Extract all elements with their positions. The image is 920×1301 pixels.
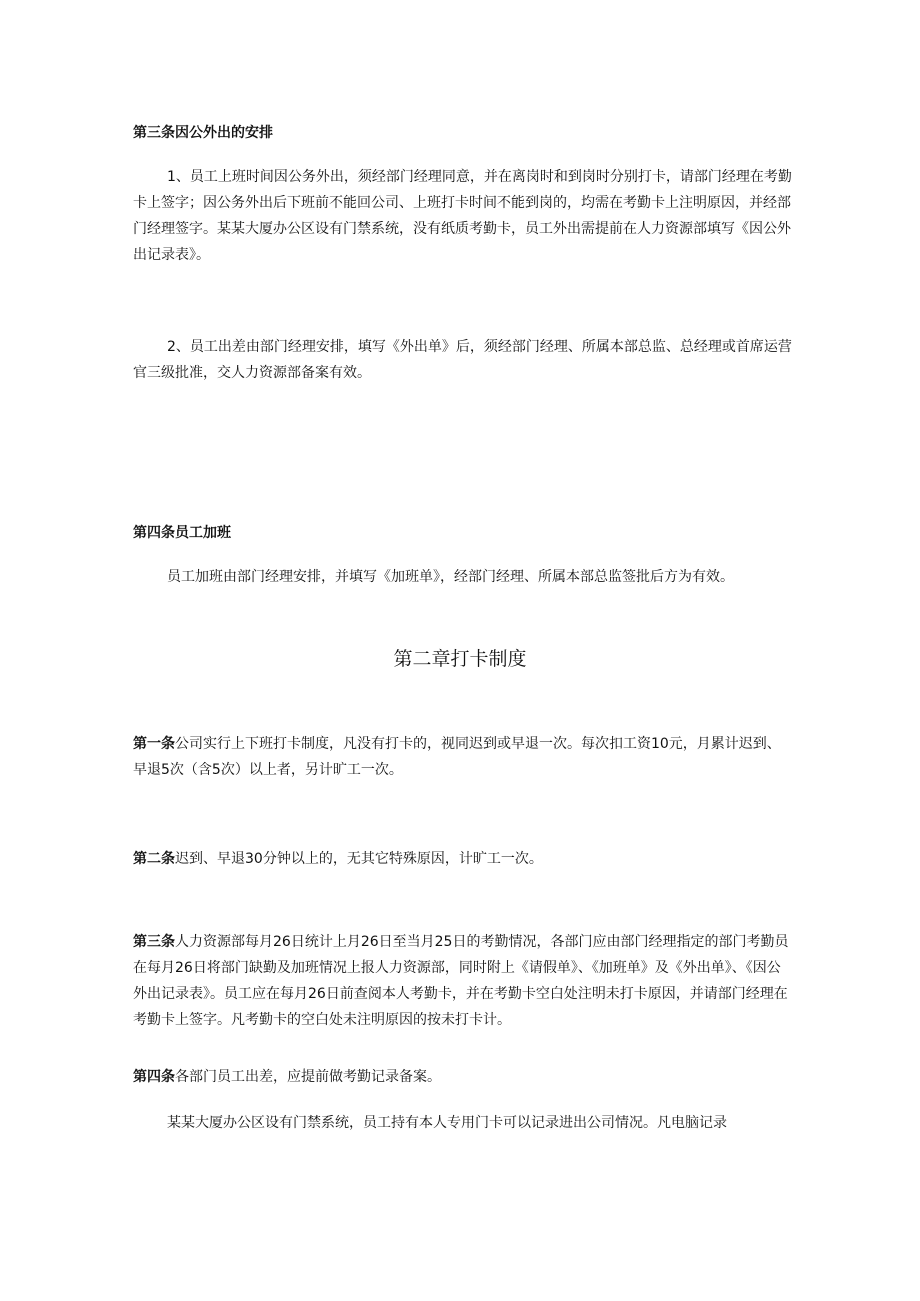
paragraph-outing-1: 1、员工上班时间因公务外出，须经部门经理同意，并在离岗时和到岗时分别打卡，请部门经理在考勤卡上签字；因公务外出后下班前不能回公司、上班打卡时间不能到岗的，均需在考勤卡上注明原因，并经部门经理签字。某某大厦办公区设有门禁系统，没有纸质考勤卡，员工外出需提前在人力资源部填写《因公外出记录表》。 [133,169,792,263]
article-2-label: 第二条 [133,851,175,867]
paragraph-access-control: 某某大厦办公区设有门禁系统，员工持有本人专用门卡可以记录进出公司情况。凡电脑记录 [167,1115,727,1131]
section-heading-outing: 第三条因公外出的安排 [133,125,273,141]
article-2 [133,846,793,872]
article-3-text: 人力资源部每月26日统计上月26日至当月25日的考勤情况，各部门应由部门经理指定的部门考勤员在每月26日将部门缺勤及加班情况上报人力资源部，同时附上《请假单》、《加班单》及《外出单》、《因公外出记录表》。员工应在每月26日前查阅本人考勤卡，并在考勤卡空白处注明未打卡原因，并请部门经理在考勤卡上签字。凡考勤卡的空白处未注明原因的按未打卡计。 [133,934,789,1028]
article-1-label: 第一条 [133,736,175,752]
section-heading-overtime: 第四条员工加班 [133,525,231,541]
article-3-label: 第三条 [133,934,175,950]
article-3 [133,929,793,1033]
article-1 [133,731,793,783]
chapter-title: 第二章打卡制度 [393,648,527,670]
article-4-label: 第四条 [133,1069,175,1085]
article-1-text: 公司实行上下班打卡制度，凡没有打卡的，视同迟到或早退一次。每次扣工资10元，月累计迟到、早退5次（含5次）以上者，另计旷工一次。 [133,736,781,778]
paragraph-overtime: 员工加班由部门经理安排，并填写《加班单》，经部门经理、所属本部总监签批后方为有效。 [167,569,734,585]
article-4-text: 各部门员工出差，应提前做考勤记录备案。 [175,1069,441,1085]
paragraph-outing-2: 2、员工出差由部门经理安排，填写《外出单》后，须经部门经理、所属本部总监、总经理或首席运营官三级批准，交人力资源部备案有效。 [133,339,792,381]
article-2-text: 迟到、早退30分钟以上的，无其它特殊原因，计旷工一次。 [175,851,543,867]
article-4 [133,1064,793,1090]
